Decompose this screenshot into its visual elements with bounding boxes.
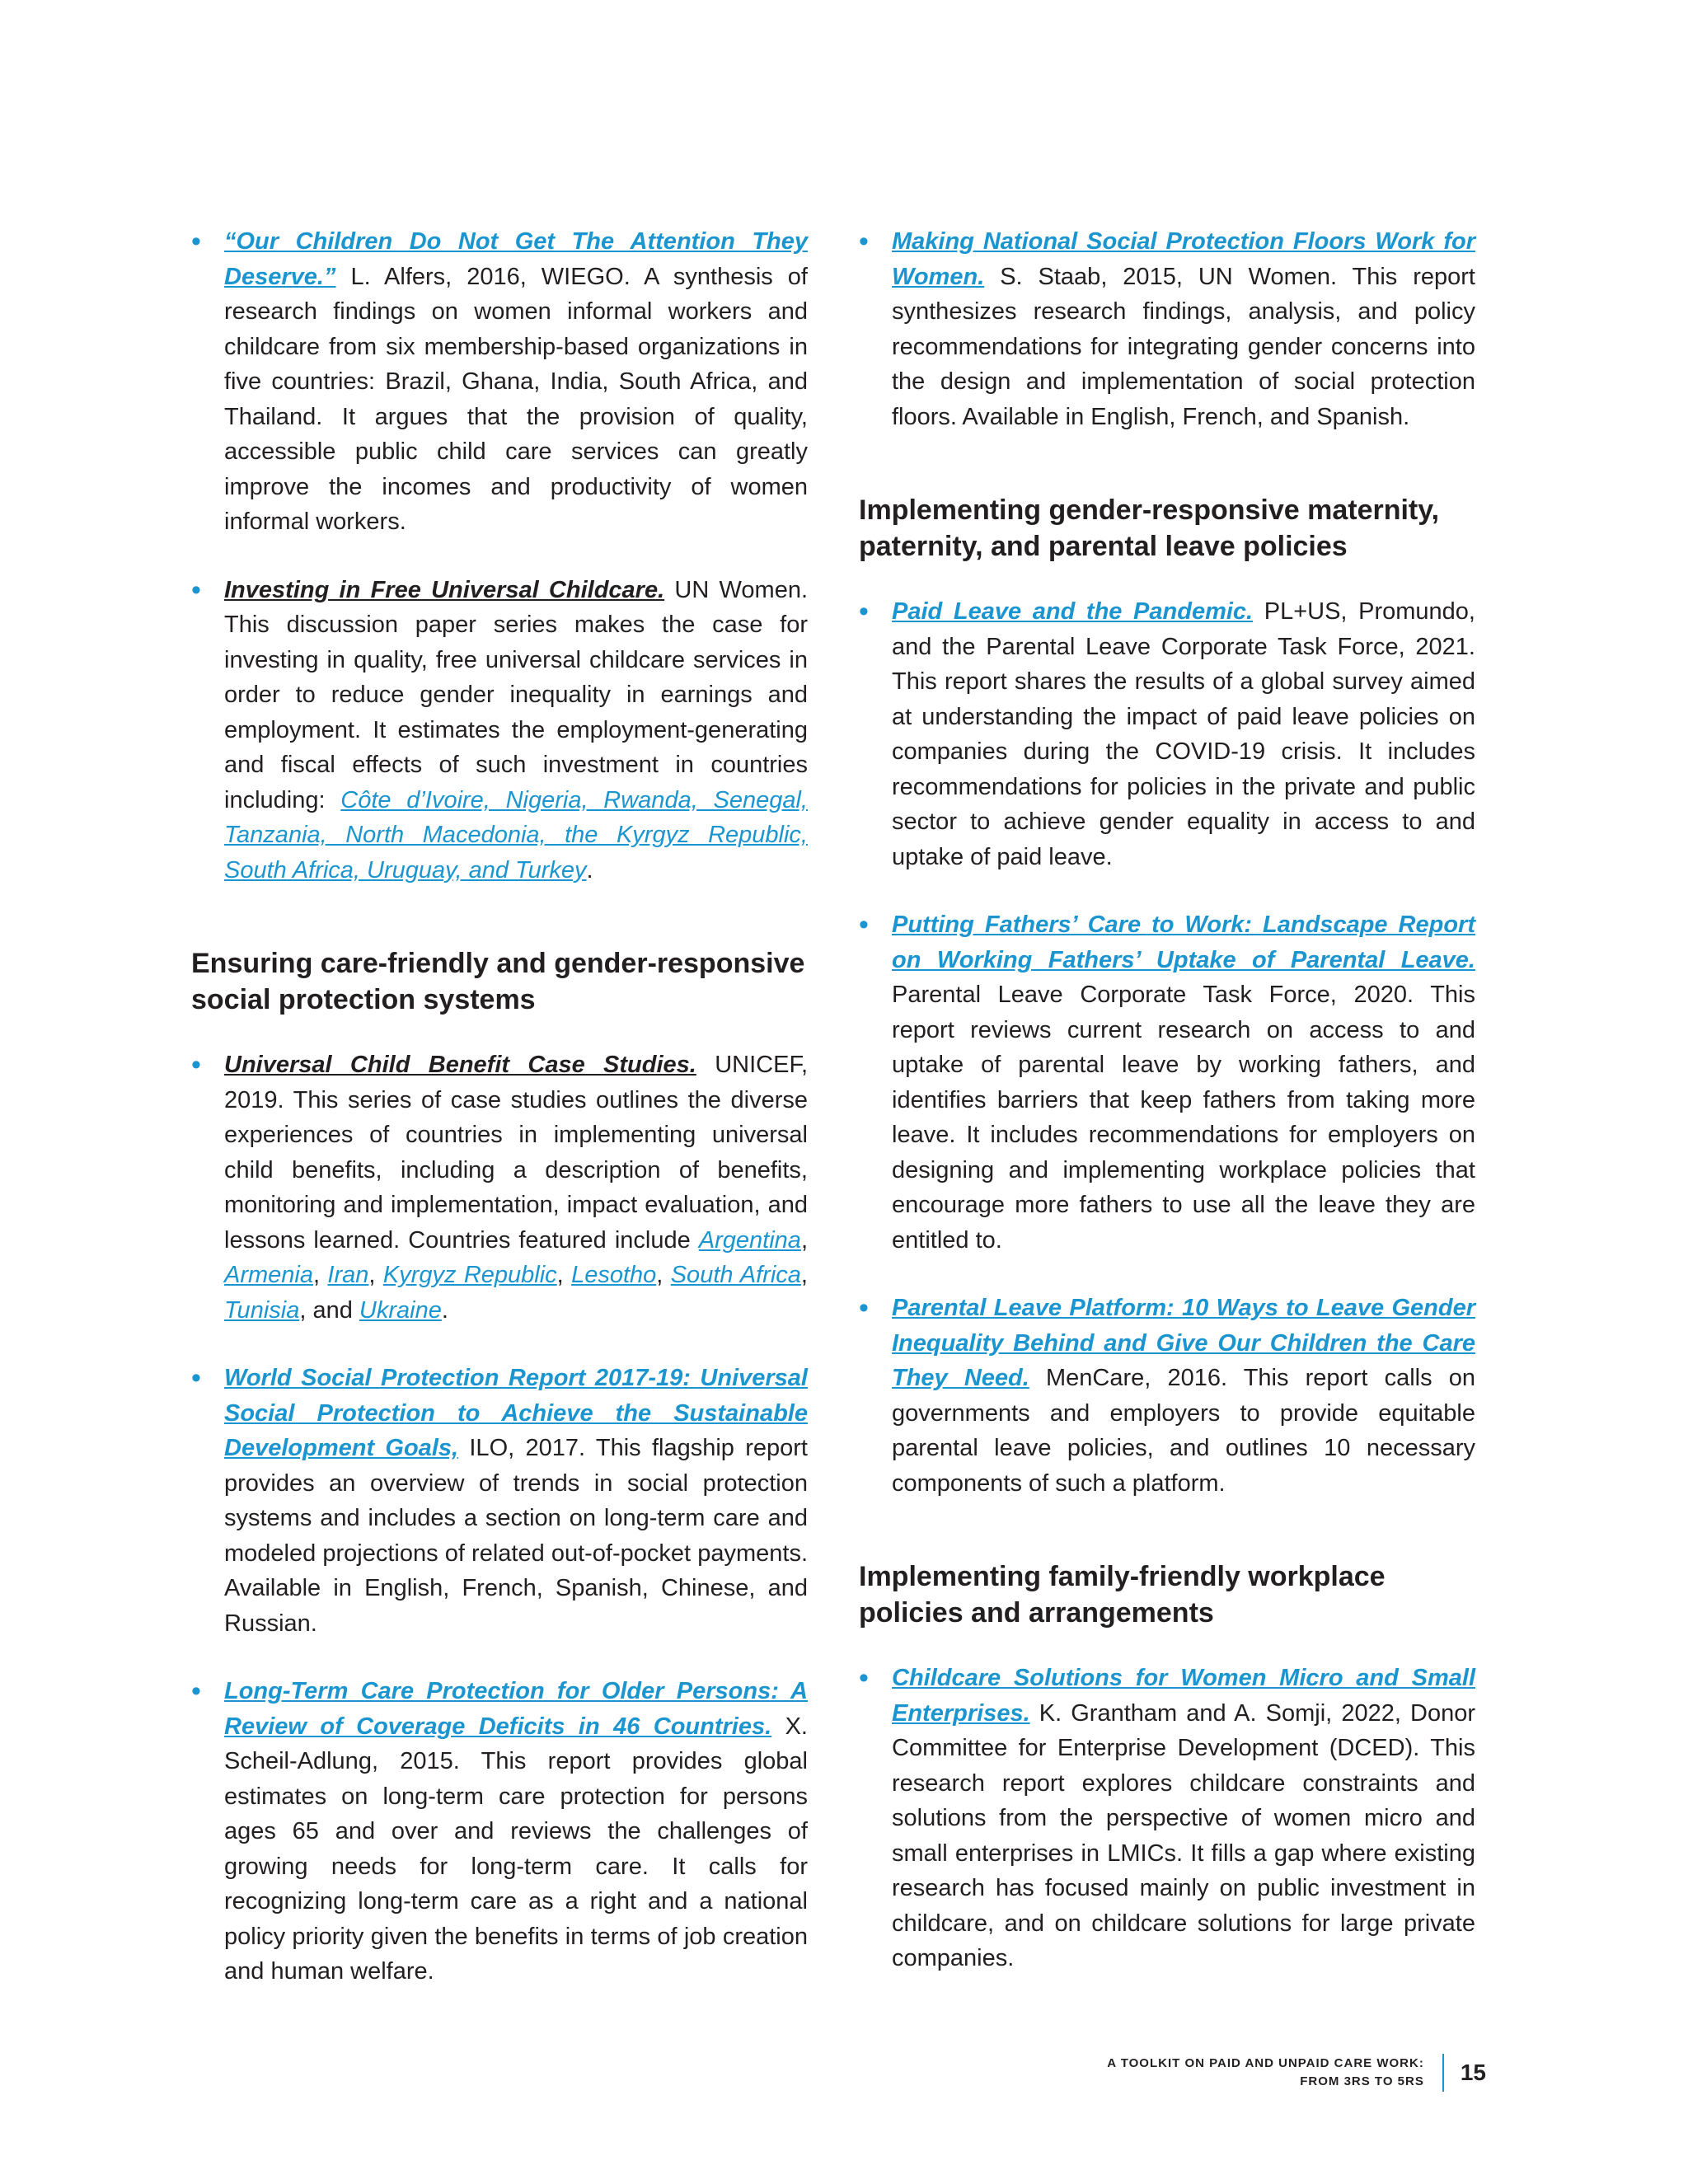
countries-link[interactable]: Côte d’Ivoire, Nigeria, Rwanda, Senegal, Tanzania, North Macedonia, the Kyrgyz Republic, South Africa, Uruguay, and Turkey: [224, 786, 808, 883]
country-link-iran[interactable]: Iran: [327, 1262, 369, 1288]
separator: ,: [556, 1262, 572, 1288]
country-link-ukraine[interactable]: Ukraine: [359, 1296, 442, 1324]
resource-list: [859, 1661, 1475, 1976]
resource-link[interactable]: Long-Term Care Protection for Older Persons: A Review of Coverage Deficits in 46 Countries.: [224, 1678, 808, 1740]
resource-description: MenCare, 2016. This report calls on governments and employers to provide equitable parental leave policies, and outlines 10 necessary components of such a platform.: [892, 1365, 1476, 1497]
separator: ,: [313, 1262, 328, 1288]
separator: ,: [656, 1262, 671, 1288]
footer-line-2: FROM 3RS TO 5RS: [1300, 2074, 1424, 2088]
section-heading: Implementing gender-responsive maternity, paternity, and parental leave policies: [859, 494, 1440, 562]
bullet-icon: •: [191, 1362, 201, 1394]
resource-description: PL+US, Promundo, and the Parental Leave Corporate Task Force, 2021. This report shares the results of a global survey aimed at understanding the impact of paid leave policies on companies during the COVID-19 crisis. It includes recommendations for policies in the private and public sector to achieve gender equality in access to and uptake of paid leave.: [892, 598, 1475, 870]
bullet-icon: •: [859, 226, 869, 257]
footer-line-1: A TOOLKIT ON PAID AND UNPAID CARE WORK:: [1107, 2056, 1424, 2070]
resource-description: S. Staab, 2015, UN Women. This report synthesizes research findings, analysis, and policy recommendations for integrating gender concerns into the design and implementation of social protection floors. Available in English, French, and Spanish.: [892, 263, 1475, 430]
resource-description: Parental Leave Corporate Task Force, 2020. This report reviews current research on access to and uptake of parental leave by working fathers, and identifies barriers that keep fathers from taking more leave. It includes recommendations for employers on designing and implementing workplace policies that encourage more fathers to use all the leave they are entitled to.: [892, 982, 1475, 1254]
country-link-argentina[interactable]: Argentina: [698, 1226, 801, 1254]
page-footer: [1107, 2050, 1486, 2095]
punctuation: .: [441, 1296, 448, 1324]
separator: ,: [299, 1296, 313, 1324]
separator: ,: [800, 1262, 808, 1288]
resource-description: K. Grantham and A. Somji, 2022, Donor Committee for Enterprise Development (DCED). This research report explores childcare constraints and solutions from the perspective of women micro and small enterprises in LMICs. It fills a gap where existing research has focused mainly on public investment in childcare, and on childcare solutions for large private companies.: [892, 1699, 1475, 1971]
resource-list: [191, 224, 808, 888]
resource-description: X. Scheil-Adlung, 2015. This report provides global estimates on long-term care protection for persons ages 65 and over and reviews the challenges of growing needs for long-term care. It calls for recognizing long-term care as a right and a national policy priority given the benefits in terms of job creation and human welfare.: [224, 1713, 808, 1985]
resource-description: ILO, 2017. This flagship report provides an overview of trends in social protection systems and includes a section on long-term care and modeled projections of related out-of-pocket payments. Available in English, French, Spanish, Chinese, and Russian.: [224, 1435, 808, 1637]
list-item: [859, 1291, 1475, 1501]
bullet-icon: •: [191, 574, 201, 606]
left-column: [191, 224, 808, 2022]
resource-link[interactable]: “Our Children Do Not Get The Attention They Deserve.”: [224, 228, 808, 290]
resource-link[interactable]: Parental Leave Platform: 10 Ways to Leave Gender Inequality Behind and Give Our Children the Care They Need.: [892, 1295, 1475, 1391]
list-item: [859, 224, 1475, 434]
resource-link[interactable]: Investing in Free Universal Childcare.: [224, 576, 665, 603]
bullet-icon: •: [859, 1662, 869, 1694]
footer-title: [1107, 2055, 1424, 2091]
list-item: [191, 573, 808, 888]
country-link-tunisia[interactable]: Tunisia: [224, 1296, 300, 1324]
bullet-icon: •: [859, 909, 869, 940]
list-item: [191, 1047, 808, 1328]
footer-divider: [1442, 2054, 1444, 2092]
bullet-icon: •: [191, 1675, 201, 1707]
separator: ,: [800, 1226, 808, 1254]
page-number: 15: [1460, 2060, 1486, 2085]
conjunction: and: [312, 1296, 359, 1324]
resource-list: [191, 1047, 808, 1990]
country-link-lesotho[interactable]: Lesotho: [571, 1262, 657, 1288]
resource-link[interactable]: World Social Protection Report 2017-19: Universal Social Protection to Achieve the Sustainable Development Goals,: [224, 1365, 808, 1461]
resource-description: L. Alfers, 2016, WIEGO. A synthesis of research findings on women informal workers and childcare from six membership-based organizations in five countries: Brazil, Ghana, India, South Africa, and Thailand. It argues that the provision of quality, accessible public child care services can greatly improve the incomes and productivity of women informal workers.: [224, 263, 808, 535]
section-heading: Ensuring care-friendly and gender-responsive social protection systems: [191, 948, 805, 1015]
list-item: [191, 1361, 808, 1641]
resource-link[interactable]: Universal Child Benefit Case Studies.: [224, 1052, 696, 1078]
country-link-armenia[interactable]: Armenia: [224, 1262, 313, 1288]
resource-link[interactable]: Paid Leave and the Pandemic.: [892, 598, 1254, 625]
resource-description: UNICEF, 2019. This series of case studies outlines the diverse experiences of countries in implementing universal child benefits, including a description of benefits, monitoring and implementation, impact evaluation, and lessons learned. Countries featured include: [224, 1052, 809, 1254]
section-heading: Implementing family-friendly workplace policies and arrangements: [859, 1561, 1386, 1629]
bullet-icon: •: [859, 1292, 869, 1324]
resource-description: UN Women. This discussion paper series makes the case for investing in quality, free universal childcare services in order to reduce gender inequality in earnings and employment. It estimates the employment-generating and fiscal effects of such investment in countries including:: [224, 576, 809, 813]
right-column: [859, 224, 1475, 2009]
bullet-icon: •: [191, 1049, 201, 1080]
list-item: [859, 594, 1475, 874]
separator: ,: [368, 1262, 383, 1288]
list-item: [191, 1674, 808, 1990]
country-link-south-africa[interactable]: South Africa: [670, 1262, 801, 1288]
resource-list: [859, 224, 1475, 434]
resource-link[interactable]: Childcare Solutions for Women Micro and Small Enterprises.: [892, 1665, 1475, 1727]
list-item: [859, 1661, 1475, 1976]
resource-list: [859, 594, 1475, 1501]
list-item: [859, 907, 1475, 1258]
country-link-kyrgyz[interactable]: Kyrgyz Republic: [382, 1262, 557, 1288]
resource-link[interactable]: Making National Social Protection Floors Work for Women.: [892, 228, 1475, 290]
bullet-icon: •: [859, 596, 869, 627]
punctuation: .: [586, 856, 593, 883]
bullet-icon: •: [191, 226, 201, 257]
list-item: [191, 224, 808, 540]
resource-link[interactable]: Putting Fathers’ Care to Work: Landscape Report on Working Fathers’ Uptake of Parental Leave.: [892, 912, 1475, 973]
